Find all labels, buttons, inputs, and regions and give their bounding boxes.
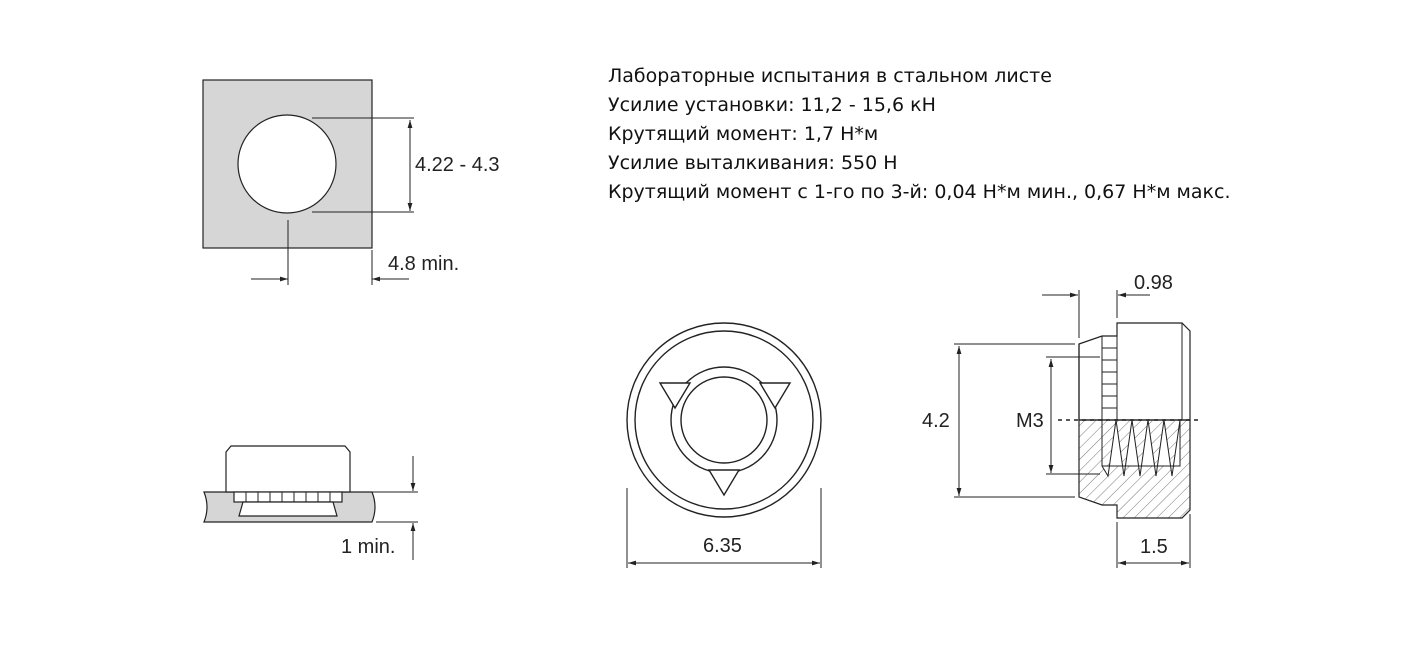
note-line: Крутящий момент: 1,7 Н*м (608, 123, 879, 145)
lobe-bottom (709, 470, 739, 495)
sheet-thickness-label: 1 min. (341, 536, 396, 558)
lobe-left (660, 383, 690, 408)
hole-diameter-label: 4.22 - 4.3 (415, 154, 500, 176)
nut-top-view (627, 323, 821, 568)
outer-diameter-label: 6.35 (703, 535, 742, 557)
panel-hole-view (203, 80, 414, 285)
nut-section-view (954, 290, 1200, 568)
note-line: Крутящий момент с 1-го по 3-й: 0,04 Н*м мин., 0,67 Н*м макс. (608, 181, 1231, 203)
body-label: 1.5 (1140, 536, 1168, 558)
note-line: Усилие установки: 11,2 - 15,6 кН (608, 94, 936, 116)
section-upper (1079, 323, 1190, 420)
thread-bore (681, 377, 767, 463)
note-line: Усилие выталкивания: 550 Н (608, 152, 898, 174)
nut-body (226, 446, 350, 492)
flange-label: 0.98 (1134, 272, 1173, 294)
mounting-hole (238, 115, 336, 213)
height-label: 4.2 (922, 410, 950, 432)
note-line: Лабораторные испытания в стальном листе (608, 65, 1052, 87)
edge-distance-label: 4.8 min. (388, 253, 460, 275)
thread-label: M3 (1016, 410, 1044, 432)
